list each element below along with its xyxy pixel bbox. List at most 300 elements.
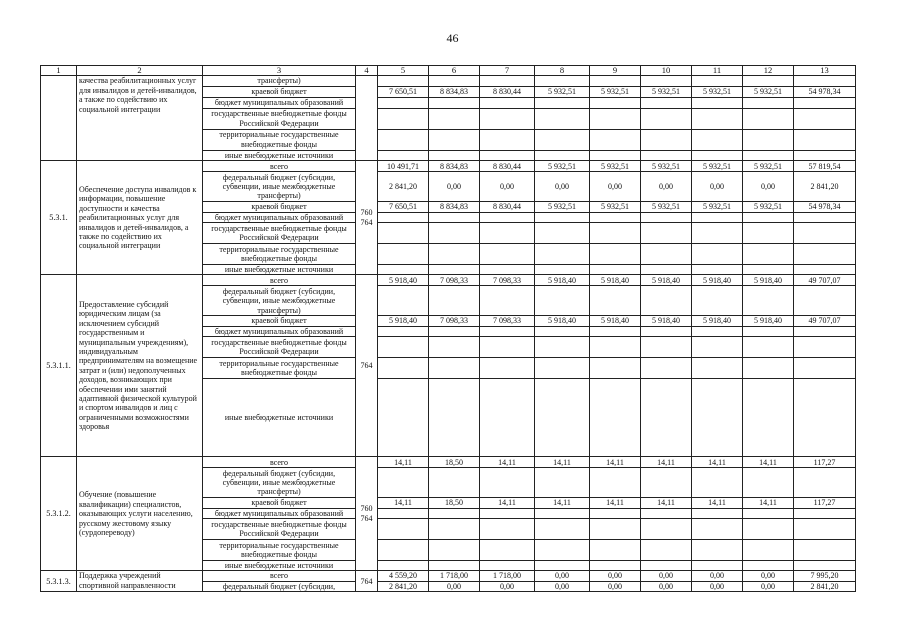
value-cell: 0,00 <box>429 172 480 202</box>
value-cell: 0,00 <box>641 571 692 581</box>
value-cell <box>480 129 535 150</box>
value-cell <box>480 150 535 160</box>
value-cell <box>794 129 856 150</box>
value-cell <box>480 212 535 222</box>
value-cell: 5 918,40 <box>535 316 590 326</box>
value-cell <box>378 76 429 86</box>
value-cell <box>429 265 480 275</box>
value-cell: 8 830,44 <box>480 161 535 172</box>
value-cell <box>378 519 429 540</box>
value-cell: 5 918,40 <box>378 275 429 286</box>
value-cell: 7 098,33 <box>429 316 480 326</box>
value-cell <box>641 244 692 265</box>
value-cell <box>692 108 743 129</box>
measure-name: Поддержка учреждений спортивной направленности <box>77 571 203 592</box>
value-cell <box>794 286 856 316</box>
value-cell <box>590 150 641 160</box>
value-cell: 14,11 <box>641 457 692 468</box>
value-cell: 0,00 <box>480 172 535 202</box>
value-cell <box>429 129 480 150</box>
value-cell <box>641 508 692 518</box>
value-cell: 0,00 <box>535 172 590 202</box>
value-cell: 8 834,83 <box>429 161 480 172</box>
value-cell <box>692 76 743 86</box>
value-cell <box>429 561 480 571</box>
value-cell <box>590 108 641 129</box>
value-cell: 14,11 <box>692 498 743 508</box>
value-cell <box>480 223 535 244</box>
value-cell <box>641 379 692 457</box>
value-cell <box>692 212 743 222</box>
header-cell: 8 <box>535 66 590 76</box>
measure-name: Обучение (повышение квалификации) специалистов, оказывающих услуги населению, русскому жестовому языку (сурдопереводу) <box>77 457 203 571</box>
value-cell <box>590 212 641 222</box>
value-cell <box>794 326 856 336</box>
value-cell <box>480 286 535 316</box>
value-cell <box>429 379 480 457</box>
value-cell <box>743 150 794 160</box>
value-cell: 0,00 <box>429 581 480 591</box>
value-cell <box>692 508 743 518</box>
value-cell: 5 918,40 <box>590 275 641 286</box>
value-cell <box>480 108 535 129</box>
value-cell: 14,11 <box>378 457 429 468</box>
funding-source: бюджет муниципальных образований <box>203 326 356 336</box>
measure-name: Обеспечение доступа инвалидов к информации, повышение доступности и качества реабилитационных услуг для инвалидов и детей-инвалидов, а также по содействию их социальной интеграции <box>77 161 203 275</box>
value-cell <box>743 468 794 498</box>
value-cell <box>590 540 641 561</box>
value-cell: 5 932,51 <box>641 161 692 172</box>
value-cell <box>535 379 590 457</box>
value-cell: 7 098,33 <box>480 316 535 326</box>
value-cell <box>535 76 590 86</box>
table-row <box>41 76 856 86</box>
budget-table <box>40 65 856 592</box>
value-cell: 0,00 <box>590 172 641 202</box>
value-cell <box>692 519 743 540</box>
executor-code: 764 <box>356 275 378 457</box>
value-cell: 14,11 <box>692 457 743 468</box>
value-cell <box>743 244 794 265</box>
value-cell: 5 932,51 <box>743 86 794 97</box>
value-cell: 117,27 <box>794 457 856 468</box>
value-cell <box>480 561 535 571</box>
value-cell <box>743 286 794 316</box>
funding-source: государственные внебюджетные фонды Российской Федерации <box>203 108 356 129</box>
header-cell: 5 <box>378 66 429 76</box>
value-cell <box>480 244 535 265</box>
value-cell <box>378 223 429 244</box>
value-cell <box>429 286 480 316</box>
value-cell <box>641 468 692 498</box>
value-cell <box>480 358 535 379</box>
value-cell: 5 918,40 <box>743 316 794 326</box>
value-cell <box>378 508 429 518</box>
value-cell <box>378 358 429 379</box>
value-cell <box>692 561 743 571</box>
value-cell <box>429 223 480 244</box>
value-cell <box>535 97 590 108</box>
value-cell <box>378 540 429 561</box>
value-cell <box>590 326 641 336</box>
table-row <box>41 571 856 581</box>
value-cell <box>535 508 590 518</box>
value-cell <box>378 326 429 336</box>
funding-source: иные внебюджетные источники <box>203 265 356 275</box>
value-cell: 5 918,40 <box>590 316 641 326</box>
value-cell <box>794 212 856 222</box>
value-cell <box>378 286 429 316</box>
row-code: 5.3.1. <box>41 161 77 275</box>
value-cell: 5 932,51 <box>641 86 692 97</box>
value-cell <box>535 129 590 150</box>
funding-source: всего <box>203 275 356 286</box>
value-cell: 14,11 <box>535 457 590 468</box>
value-cell <box>429 540 480 561</box>
value-cell: 0,00 <box>535 571 590 581</box>
value-cell <box>590 358 641 379</box>
funding-source: всего <box>203 161 356 172</box>
value-cell: 14,11 <box>590 457 641 468</box>
value-cell: 18,50 <box>429 457 480 468</box>
value-cell <box>378 561 429 571</box>
value-cell <box>590 561 641 571</box>
value-cell: 14,11 <box>535 498 590 508</box>
header-cell: 9 <box>590 66 641 76</box>
value-cell: 8 830,44 <box>480 202 535 212</box>
value-cell <box>692 379 743 457</box>
value-cell <box>641 561 692 571</box>
value-cell: 5 932,51 <box>535 86 590 97</box>
value-cell: 14,11 <box>743 498 794 508</box>
value-cell <box>429 150 480 160</box>
funding-source: бюджет муниципальных образований <box>203 508 356 518</box>
value-cell: 5 932,51 <box>641 202 692 212</box>
value-cell <box>692 540 743 561</box>
value-cell <box>590 265 641 275</box>
value-cell: 5 918,40 <box>692 316 743 326</box>
value-cell: 57 819,54 <box>794 161 856 172</box>
value-cell: 5 932,51 <box>590 161 641 172</box>
value-cell <box>429 97 480 108</box>
value-cell <box>794 519 856 540</box>
value-cell <box>429 358 480 379</box>
value-cell <box>590 244 641 265</box>
value-cell <box>480 337 535 358</box>
value-cell: 5 918,40 <box>692 275 743 286</box>
header-cell: 3 <box>203 66 356 76</box>
executor-code: 760 764 <box>356 457 378 571</box>
value-cell <box>794 468 856 498</box>
value-cell <box>429 326 480 336</box>
value-cell: 5 932,51 <box>743 161 794 172</box>
value-cell <box>378 244 429 265</box>
value-cell <box>692 286 743 316</box>
value-cell <box>692 97 743 108</box>
measure-name: качества реабилитационных услуг для инвалидов и детей-инвалидов, а также по содействию их социальной интеграции <box>77 76 203 161</box>
value-cell <box>743 223 794 244</box>
value-cell: 8 834,83 <box>429 86 480 97</box>
value-cell <box>590 337 641 358</box>
page-number: 46 <box>446 31 459 45</box>
value-cell <box>743 97 794 108</box>
value-cell: 7 995,20 <box>794 571 856 581</box>
value-cell: 0,00 <box>743 571 794 581</box>
value-cell <box>378 468 429 498</box>
value-cell <box>641 265 692 275</box>
value-cell <box>378 129 429 150</box>
value-cell <box>743 212 794 222</box>
funding-source: территориальные государственные внебюджетные фонды <box>203 129 356 150</box>
value-cell <box>794 223 856 244</box>
value-cell: 5 918,40 <box>641 275 692 286</box>
value-cell: 2 841,20 <box>378 172 429 202</box>
header-cell: 11 <box>692 66 743 76</box>
value-cell: 0,00 <box>535 581 590 591</box>
funding-source: государственные внебюджетные фонды Российской Федерации <box>203 519 356 540</box>
value-cell: 4 559,20 <box>378 571 429 581</box>
value-cell <box>535 468 590 498</box>
funding-source: краевой бюджет <box>203 316 356 326</box>
funding-source: краевой бюджет <box>203 202 356 212</box>
value-cell <box>429 337 480 358</box>
funding-source: иные внебюджетные источники <box>203 379 356 457</box>
value-cell: 54 978,34 <box>794 86 856 97</box>
value-cell <box>641 97 692 108</box>
funding-source: бюджет муниципальных образований <box>203 97 356 108</box>
value-cell <box>480 97 535 108</box>
funding-source: федеральный бюджет (субсидии, субвенции, иные межбюджетные трансферты) <box>203 468 356 498</box>
value-cell: 0,00 <box>692 571 743 581</box>
value-cell: 5 932,51 <box>535 202 590 212</box>
value-cell <box>692 358 743 379</box>
funding-source: краевой бюджет <box>203 498 356 508</box>
funding-source: трансферты) <box>203 76 356 86</box>
value-cell <box>692 223 743 244</box>
value-cell <box>535 561 590 571</box>
header-cell: 13 <box>794 66 856 76</box>
value-cell: 54 978,34 <box>794 202 856 212</box>
value-cell: 14,11 <box>590 498 641 508</box>
row-code: 5.3.1.2. <box>41 457 77 571</box>
value-cell: 5 932,51 <box>692 161 743 172</box>
value-cell: 5 918,40 <box>743 275 794 286</box>
value-cell <box>743 129 794 150</box>
value-cell <box>641 540 692 561</box>
table-body <box>41 66 856 592</box>
value-cell: 7 650,51 <box>378 86 429 97</box>
value-cell <box>743 265 794 275</box>
value-cell <box>794 379 856 457</box>
value-cell: 8 834,83 <box>429 202 480 212</box>
value-cell <box>641 108 692 129</box>
funding-source: территориальные государственные внебюджетные фонды <box>203 540 356 561</box>
value-cell <box>692 244 743 265</box>
value-cell <box>692 326 743 336</box>
executor-code <box>356 76 378 161</box>
value-cell: 5 932,51 <box>535 161 590 172</box>
value-cell <box>535 212 590 222</box>
value-cell <box>480 508 535 518</box>
value-cell <box>794 540 856 561</box>
value-cell: 2 841,20 <box>378 581 429 591</box>
header-cell: 7 <box>480 66 535 76</box>
value-cell <box>641 326 692 336</box>
header-cell: 1 <box>41 66 77 76</box>
value-cell: 1 718,00 <box>480 571 535 581</box>
value-cell <box>794 108 856 129</box>
value-cell <box>692 265 743 275</box>
value-cell <box>480 265 535 275</box>
value-cell: 0,00 <box>590 581 641 591</box>
value-cell <box>743 337 794 358</box>
value-cell <box>794 358 856 379</box>
value-cell <box>641 223 692 244</box>
value-cell <box>535 244 590 265</box>
value-cell <box>641 337 692 358</box>
value-cell: 49 707,07 <box>794 275 856 286</box>
value-cell <box>378 150 429 160</box>
value-cell <box>378 265 429 275</box>
funding-source: федеральный бюджет (субсидии, <box>203 581 356 591</box>
measure-name: Предоставление субсидий юридическим лицам (за исключением субсидий государственным и муниципальным учреждениям), индивидуальным предпринимателям на возмещение затрат и (или) недополученных доходов, возникающих при обеспечении ими занятий адаптивной физической культурой и спортом инвалидов и лиц с ограниченными возможностями здоровья <box>77 275 203 457</box>
value-cell: 14,11 <box>480 498 535 508</box>
value-cell: 14,11 <box>641 498 692 508</box>
value-cell <box>535 337 590 358</box>
value-cell: 0,00 <box>641 581 692 591</box>
value-cell <box>590 286 641 316</box>
value-cell: 1 718,00 <box>429 571 480 581</box>
funding-source: государственные внебюджетные фонды Российской Федерации <box>203 337 356 358</box>
value-cell <box>535 358 590 379</box>
value-cell: 5 932,51 <box>590 86 641 97</box>
value-cell <box>590 76 641 86</box>
value-cell <box>794 265 856 275</box>
header-row <box>41 66 856 76</box>
value-cell: 5 918,40 <box>535 275 590 286</box>
value-cell: 2 841,20 <box>794 581 856 591</box>
funding-source: федеральный бюджет (субсидии, субвенции, иные межбюджетные трансферты) <box>203 172 356 202</box>
value-cell: 2 841,20 <box>794 172 856 202</box>
value-cell: 5 932,51 <box>692 86 743 97</box>
value-cell <box>692 468 743 498</box>
value-cell: 0,00 <box>692 581 743 591</box>
value-cell <box>590 508 641 518</box>
value-cell <box>743 561 794 571</box>
value-cell <box>794 337 856 358</box>
funding-source: всего <box>203 571 356 581</box>
value-cell <box>641 129 692 150</box>
value-cell <box>794 244 856 265</box>
value-cell <box>378 337 429 358</box>
value-cell <box>535 326 590 336</box>
value-cell <box>535 519 590 540</box>
value-cell: 0,00 <box>692 172 743 202</box>
value-cell: 0,00 <box>743 581 794 591</box>
value-cell <box>429 468 480 498</box>
value-cell <box>590 468 641 498</box>
value-cell <box>590 97 641 108</box>
value-cell: 5 932,51 <box>692 202 743 212</box>
funding-source: всего <box>203 457 356 468</box>
row-code: 5.3.1.3. <box>41 571 77 592</box>
value-cell <box>429 244 480 265</box>
value-cell <box>743 540 794 561</box>
funding-source: территориальные государственные внебюджетные фонды <box>203 244 356 265</box>
value-cell <box>590 519 641 540</box>
value-cell <box>378 379 429 457</box>
value-cell <box>378 97 429 108</box>
value-cell <box>429 76 480 86</box>
value-cell <box>794 508 856 518</box>
value-cell: 7 098,33 <box>480 275 535 286</box>
value-cell <box>743 379 794 457</box>
value-cell: 18,50 <box>429 498 480 508</box>
value-cell <box>692 129 743 150</box>
value-cell: 8 830,44 <box>480 86 535 97</box>
value-cell <box>743 508 794 518</box>
value-cell: 14,11 <box>378 498 429 508</box>
value-cell <box>743 519 794 540</box>
value-cell: 0,00 <box>480 581 535 591</box>
value-cell: 5 918,40 <box>641 316 692 326</box>
value-cell <box>794 97 856 108</box>
funding-source: иные внебюджетные источники <box>203 561 356 571</box>
header-cell: 6 <box>429 66 480 76</box>
value-cell <box>692 337 743 358</box>
value-cell <box>429 212 480 222</box>
value-cell: 0,00 <box>641 172 692 202</box>
funding-source: государственные внебюджетные фонды Российской Федерации <box>203 223 356 244</box>
executor-code: 760 764 <box>356 161 378 275</box>
value-cell <box>590 379 641 457</box>
value-cell <box>480 379 535 457</box>
value-cell <box>429 108 480 129</box>
value-cell <box>378 212 429 222</box>
value-cell <box>378 108 429 129</box>
value-cell <box>535 286 590 316</box>
value-cell: 117,27 <box>794 498 856 508</box>
value-cell <box>794 150 856 160</box>
funding-source: территориальные государственные внебюджетные фонды <box>203 358 356 379</box>
value-cell <box>590 129 641 150</box>
value-cell <box>480 76 535 86</box>
value-cell: 7 098,33 <box>429 275 480 286</box>
value-cell: 5 918,40 <box>378 316 429 326</box>
value-cell: 5 932,51 <box>743 202 794 212</box>
value-cell <box>535 223 590 244</box>
value-cell <box>641 212 692 222</box>
value-cell <box>480 519 535 540</box>
value-cell <box>535 108 590 129</box>
value-cell <box>590 223 641 244</box>
funding-source: иные внебюджетные источники <box>203 150 356 160</box>
value-cell: 7 650,51 <box>378 202 429 212</box>
header-cell: 2 <box>77 66 203 76</box>
row-code <box>41 76 77 161</box>
table-row <box>41 275 856 286</box>
value-cell <box>480 326 535 336</box>
table-row <box>41 457 856 468</box>
value-cell <box>794 561 856 571</box>
value-cell: 0,00 <box>743 172 794 202</box>
value-cell: 5 932,51 <box>590 202 641 212</box>
value-cell <box>429 508 480 518</box>
value-cell <box>535 150 590 160</box>
value-cell <box>743 76 794 86</box>
row-code: 5.3.1.1. <box>41 275 77 457</box>
table-row <box>41 161 856 172</box>
